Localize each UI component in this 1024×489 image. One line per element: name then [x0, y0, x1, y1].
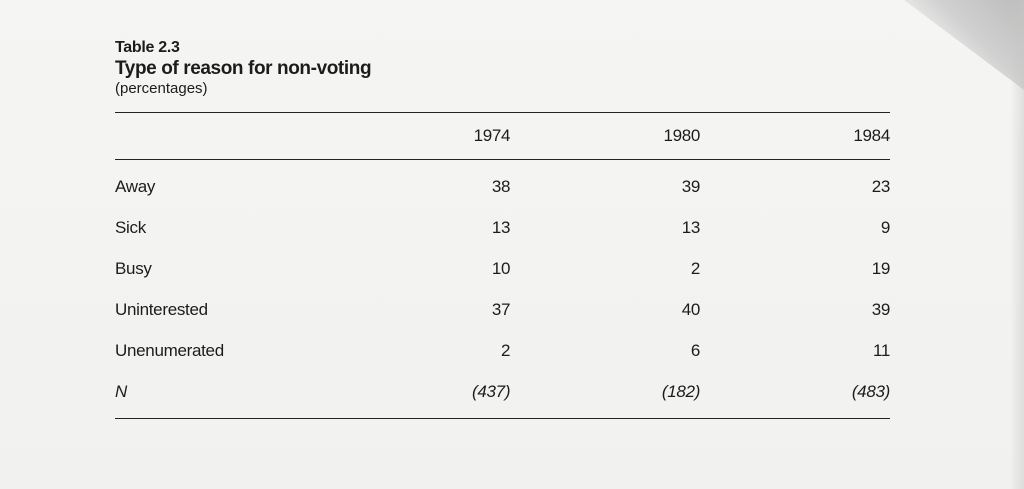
row-label: Sick: [115, 217, 146, 237]
cell-1974: 13: [491, 217, 511, 237]
cell-1974: 37: [491, 299, 511, 319]
table-row: [115, 330, 890, 371]
cell-n-1984: (483): [851, 381, 890, 401]
row-label: Busy: [115, 258, 152, 278]
table-container: [115, 38, 890, 419]
header-label-blank: [115, 113, 423, 159]
cell-1980: 13: [681, 217, 701, 237]
data-table: [115, 113, 890, 159]
cell-1980: 39: [681, 176, 701, 196]
row-label-n: N: [115, 381, 127, 401]
header-1984: 1984: [853, 126, 890, 145]
cell-1984: 39: [871, 299, 890, 319]
cell-1984: 19: [871, 258, 890, 278]
cell-1984: 11: [872, 340, 890, 360]
cell-1984: 23: [871, 176, 890, 196]
table-row: [115, 248, 890, 289]
cell-1980: 2: [690, 258, 701, 278]
table-row: [115, 160, 890, 207]
cell-1974: 10: [491, 258, 511, 278]
table-row: [115, 289, 890, 330]
cell-n-1974: (437): [472, 381, 511, 401]
table-row-n: [115, 371, 890, 412]
cell-1974: 2: [501, 340, 511, 360]
table-title: Type of reason for non-voting: [115, 58, 372, 79]
table-number: Table 2.3: [115, 39, 180, 56]
cell-1980: 6: [690, 340, 701, 360]
row-label: Unenumerated: [115, 340, 224, 360]
row-label: Away: [115, 176, 156, 196]
cell-1974: 38: [491, 176, 511, 196]
page-edge-shadow: [1010, 0, 1024, 489]
header-row: [115, 113, 890, 159]
header-1974: 1974: [473, 126, 511, 145]
row-label: Uninterested: [115, 299, 208, 319]
header-1980: 1980: [663, 126, 701, 145]
table-row: [115, 207, 890, 248]
cell-n-1980: (182): [661, 381, 701, 401]
cell-1984: 9: [880, 217, 890, 237]
table-subtitle: (percentages): [115, 80, 208, 97]
table-bottom-rule: [115, 418, 890, 419]
data-table-body: [115, 160, 890, 412]
cell-1980: 40: [681, 299, 701, 319]
